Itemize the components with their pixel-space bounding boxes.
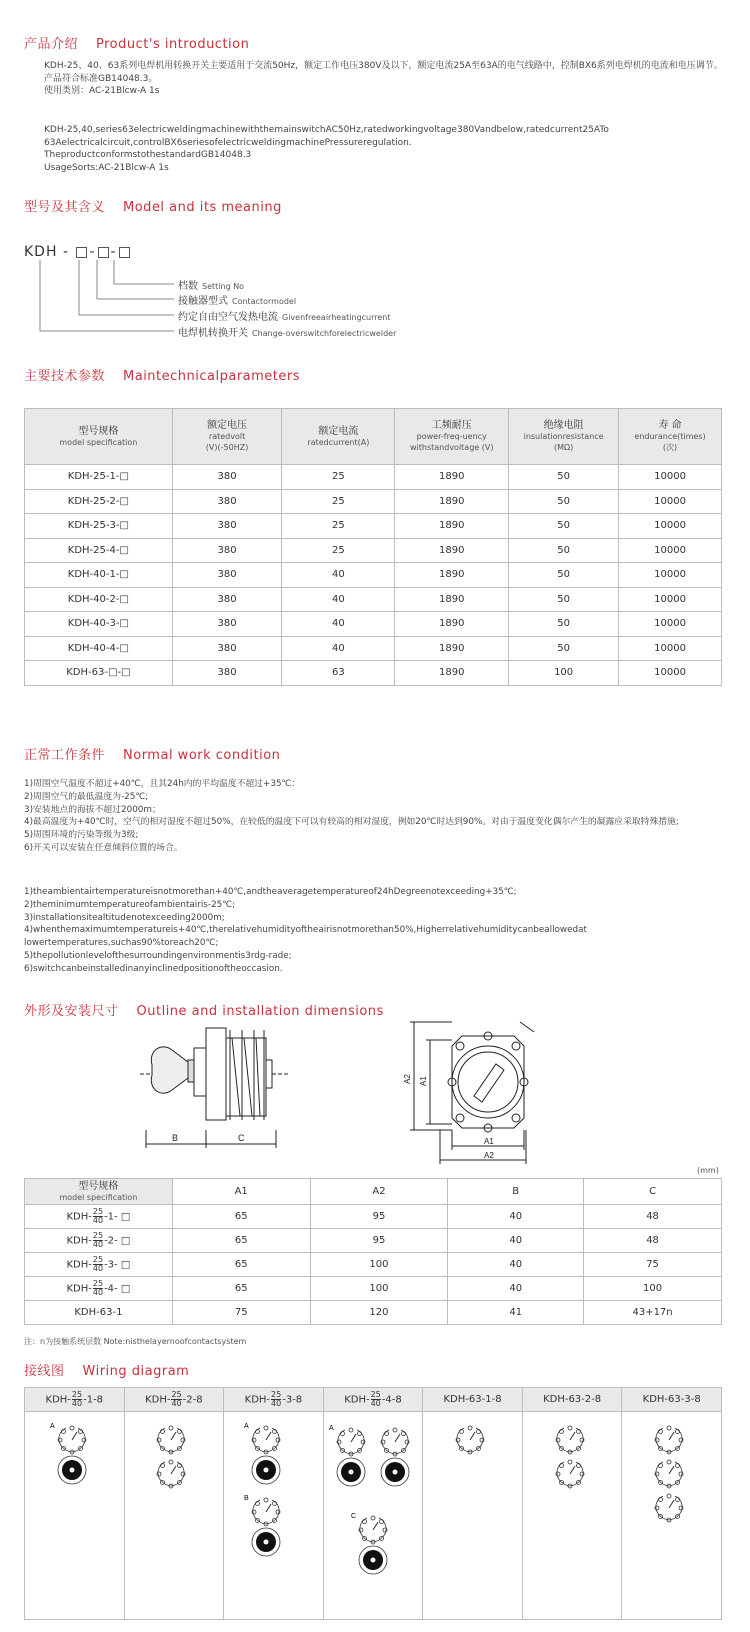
outline-row (25, 1277, 722, 1301)
wiring-diagram-drawing (27, 1412, 122, 1612)
condition-cn-item: 3)安装地点的海拔不超过2000m； (24, 804, 161, 815)
outline-cell: 95 (310, 1229, 448, 1253)
params-cell: 40 (282, 612, 395, 637)
params-header-cell: 额定电流 ratedcurrent(A) (282, 409, 395, 465)
outline-cell: 100 (310, 1253, 448, 1277)
dim-label-a1: A1 (419, 1076, 428, 1086)
params-row (25, 563, 722, 588)
params-row (25, 636, 722, 661)
contact-ring-symbol (157, 1426, 185, 1454)
contact-ring-symbol (655, 1426, 683, 1454)
outline-cell: 65 (172, 1277, 310, 1301)
params-cell: KDH-63-□-□ (25, 661, 173, 686)
params-cell: 1890 (395, 538, 509, 563)
model-leader-lines (0, 0, 750, 360)
outline-header-cell: 型号规格 model specification (25, 1179, 173, 1205)
dim-label-a2-horiz: A2 (484, 1151, 494, 1160)
wiring-diagram-drawing (226, 1412, 321, 1612)
outline-cell: 65 (172, 1253, 310, 1277)
params-cell: 50 (509, 612, 619, 637)
wiring-header-cell (522, 1388, 622, 1412)
params-cell: 10000 (619, 489, 722, 514)
model-label-cn: 电焊机转换开关 (178, 328, 248, 339)
outline-row (25, 1253, 722, 1277)
params-cell: KDH-25-4-□ (25, 538, 173, 563)
params-cell: 10000 (619, 465, 722, 490)
dim-label-c: C (238, 1133, 245, 1143)
wiring-diagram-drawing (325, 1412, 420, 1612)
wiring-model-suffix: -4-8 (381, 1394, 402, 1406)
contact-ring-symbol (351, 1513, 387, 1574)
params-cell: 25 (282, 489, 395, 514)
outline-cell: 65 (172, 1205, 310, 1229)
wiring-header-cell (224, 1388, 324, 1412)
params-header-cell: 绝缘电阻 insulationresistance (MΩ) (509, 409, 619, 465)
params-cell: 25 (282, 514, 395, 539)
outline-cell: 100 (584, 1277, 722, 1301)
intro-en-standard: TheproductconformstothestandardGB14048.3 (44, 150, 252, 160)
params-cell: 50 (509, 587, 619, 612)
model-label-cn: 约定自由空气发热电流 (178, 312, 278, 323)
params-cell: 1890 (395, 612, 509, 637)
dim-label-b: B (172, 1133, 179, 1143)
model-suffix: -2- □ (104, 1235, 131, 1247)
model-suffix: -3- □ (104, 1259, 131, 1271)
outline-cell: 75 (172, 1301, 310, 1325)
ring-letter-label: A (329, 1425, 335, 1432)
wiring-diagram-row (25, 1412, 722, 1620)
wiring-header-cell (124, 1388, 224, 1412)
outline-header-cell: B (448, 1179, 584, 1205)
params-cell: 50 (509, 563, 619, 588)
model-label-current (178, 308, 390, 323)
outline-table (24, 1178, 722, 1325)
outline-row (25, 1229, 722, 1253)
params-header-cell: 寿 命 endurance(times) (次) (619, 409, 722, 465)
contact-ring-symbol (556, 1460, 584, 1488)
dim-label-a1-horiz: A1 (484, 1137, 494, 1146)
params-cell: 380 (172, 465, 282, 490)
contact-ring-symbol (244, 1495, 280, 1556)
model-label-en: Setting No (202, 282, 245, 291)
params-cell: 380 (172, 538, 282, 563)
outline-cell: 41 (448, 1301, 584, 1325)
wiring-diagram-cell (124, 1412, 224, 1620)
outline-cell: 48 (584, 1229, 722, 1253)
model-label-setting-no (178, 277, 244, 292)
params-cell: KDH-25-2-□ (25, 489, 173, 514)
contact-ring-symbol (157, 1460, 185, 1488)
model-fraction (371, 1391, 381, 1408)
outline-section-title (24, 1000, 384, 1019)
condition-en-item: 5)thepollutionlevelofthesurroundingenvironmentis3rdg-rade; (24, 950, 292, 961)
wiring-header-cell (423, 1388, 523, 1412)
model-label-en: Contactormodel (232, 297, 297, 306)
condition-cn-item: 1)周围空气温度不超过+40℃，且其24h内的平均温度不超过+35℃： (24, 779, 301, 789)
wiring-model-prefix: KDH-63-1-8 (443, 1394, 502, 1405)
model-label-en: Change-overswitchforelectricwelder (252, 329, 397, 338)
intro-title-cn: 产品介绍 (24, 37, 79, 52)
params-cell: KDH-40-4-□ (25, 636, 173, 661)
condition-cn-item: 2)周围空气的最低温度为-25℃; (24, 791, 149, 802)
params-cell: 1890 (395, 661, 509, 686)
params-header-cell: 工频耐压 power-freq-uency withstandvoltage (V) (395, 409, 509, 465)
outline-row (25, 1301, 722, 1325)
params-row (25, 661, 722, 686)
wiring-model-prefix: KDH-63-3-8 (642, 1394, 701, 1405)
outline-note: 注：n为接触系统层数 Note:nisthelayernoofcontactsystem (24, 1337, 247, 1346)
model-prefix: KDH- (66, 1211, 92, 1223)
params-cell: 40 (282, 563, 395, 588)
params-cell: 100 (509, 661, 619, 686)
outline-header-row (25, 1179, 722, 1205)
params-cell: 10000 (619, 612, 722, 637)
model-prefix: KDH- (66, 1283, 92, 1295)
contact-ring-symbol (381, 1428, 409, 1486)
wiring-model-prefix: KDH- (244, 1394, 271, 1406)
fraction-bottom: 40 (171, 1399, 182, 1408)
fraction-top: 25 (92, 1207, 104, 1216)
outline-cell: 40 (448, 1277, 584, 1301)
model-fraction (93, 1208, 103, 1225)
outline-cell: 40 (448, 1205, 584, 1229)
model-label-en: Givenfreeairheatingcurrent (282, 313, 391, 322)
wiring-model-prefix: KDH- (344, 1394, 370, 1406)
contact-ring-symbol (50, 1423, 86, 1484)
wiring-diagram-drawing (624, 1412, 719, 1612)
condition-en-item: 1)theambientairtemperatureisnotmorethan+40℃,andtheaveragetemperatureof24hDegreenotexceeding+35℃; (24, 887, 517, 897)
outline-model-cell (25, 1277, 173, 1301)
wiring-header-cell (323, 1388, 423, 1412)
params-row (25, 489, 722, 514)
model-label-cn: 档数 (178, 281, 198, 292)
outline-cell: 40 (448, 1253, 584, 1277)
contact-ring-symbol (556, 1426, 584, 1454)
outline-model-cell (25, 1205, 173, 1229)
params-cell: KDH-40-2-□ (25, 587, 173, 612)
params-cell: KDH-25-3-□ (25, 514, 173, 539)
condition-en-item: 2)theminimumtemperatureofambientairis-25℃; (24, 899, 236, 910)
params-cell: 10000 (619, 563, 722, 588)
fraction-top: 25 (92, 1279, 104, 1288)
fraction-bottom: 40 (92, 1240, 104, 1249)
ring-letter-label: C (351, 1513, 357, 1520)
params-cell: 1890 (395, 465, 509, 490)
outline-row (25, 1205, 722, 1229)
ring-letter-label: A (49, 1423, 55, 1430)
model-prefix: KDH- (66, 1259, 92, 1271)
params-cell: 1890 (395, 563, 509, 588)
model-label-cn: 接触器型式 (178, 296, 228, 307)
condition-en-list (24, 886, 734, 976)
params-cell: 10000 (619, 514, 722, 539)
params-section-title (24, 365, 300, 384)
params-header-cell: 型号规格 model specification (25, 409, 173, 465)
wiring-diagram-drawing (425, 1412, 520, 1612)
fraction-bottom: 40 (271, 1399, 282, 1408)
condition-en-item: 3)installationsitealtitudenotexceeding2000m; (24, 912, 225, 923)
params-table (24, 408, 722, 686)
fraction-top: 25 (271, 1390, 282, 1399)
params-cell: 1890 (395, 587, 509, 612)
wiring-model-suffix: -3-8 (282, 1394, 303, 1406)
wiring-diagram-cell (323, 1412, 423, 1620)
outline-title-cn: 外形及安装尺寸 (24, 1004, 119, 1019)
outline-cell: 48 (584, 1205, 722, 1229)
params-cell: 380 (172, 563, 282, 588)
wiring-header-row (25, 1388, 722, 1412)
params-cell: 380 (172, 489, 282, 514)
params-cell: 10000 (619, 587, 722, 612)
condition-en-item: 6)switchcanbeinstalledinanyinclinedpositionoftheoccasion. (24, 963, 283, 974)
wiring-diagram-cell (224, 1412, 324, 1620)
intro-en-usage: UsageSorts:AC-21Blcw-A 1s (44, 162, 169, 173)
params-cell: 380 (172, 587, 282, 612)
params-cell: 380 (172, 514, 282, 539)
wiring-model-prefix: KDH- (45, 1394, 71, 1406)
params-title-en: Maintechnicalparameters (123, 369, 301, 384)
params-title-cn: 主要技术参数 (24, 369, 106, 384)
params-row (25, 465, 722, 490)
outline-model-cell: KDH-63-1 (25, 1301, 173, 1325)
params-row (25, 587, 722, 612)
params-cell: KDH-40-1-□ (25, 563, 173, 588)
wiring-diagram-cell (622, 1412, 722, 1620)
params-header-row (25, 409, 722, 465)
fraction-bottom: 40 (71, 1399, 83, 1408)
wiring-title-cn: 接线图 (24, 1364, 65, 1379)
model-fraction (171, 1391, 181, 1408)
wiring-diagram-cell (25, 1412, 125, 1620)
outline-cell: 65 (172, 1229, 310, 1253)
intro-en-paragraph: KDH-25,40,series63electricweldingmachinewiththemainswitchAC50Hz,ratedworkingvoltage380Vandbelow,ratedcurrent25ATo 63Aelectricalcircuit,controlBX6seriesofelectricweldingmachinePressureregulation. (44, 125, 609, 148)
params-header-cell: 额定电压 ratedvolt (V)(-50HZ) (172, 409, 282, 465)
params-row (25, 514, 722, 539)
condition-cn-item: 5)周围环境的污染等级为3级; (24, 830, 139, 841)
params-cell: 380 (172, 612, 282, 637)
model-fraction (72, 1391, 82, 1408)
contact-ring-symbol (655, 1460, 683, 1488)
params-row (25, 612, 722, 637)
fraction-bottom: 40 (92, 1216, 104, 1225)
model-fraction (271, 1391, 281, 1408)
model-label-switch (178, 324, 396, 339)
model-label-contactor (178, 292, 296, 307)
params-cell: 50 (509, 489, 619, 514)
fraction-top: 25 (92, 1231, 104, 1240)
params-cell: 50 (509, 538, 619, 563)
fraction-bottom: 40 (92, 1288, 104, 1297)
outline-cell: 75 (584, 1253, 722, 1277)
params-cell: 50 (509, 465, 619, 490)
wiring-header-cell (25, 1388, 125, 1412)
wiring-diagram-drawing (126, 1412, 221, 1612)
outline-unit-label: (mm) (697, 1166, 719, 1175)
model-prefix: KDH- (66, 1235, 92, 1247)
params-cell: 40 (282, 587, 395, 612)
params-cell: KDH-40-3-□ (25, 612, 173, 637)
ring-letter-label: B (243, 1495, 249, 1502)
condition-cn-item: 4)最高温度为+40℃时，空气的相对湿度不超过50%，在较低的温度下可以有较高的相对湿度，例如20℃时达到90%。对由于温度变化偶尔产生的凝露应采取特殊措施; (24, 817, 679, 828)
condition-section-title (24, 744, 280, 763)
params-cell: 40 (282, 636, 395, 661)
condition-title-cn: 正常工作条件 (24, 748, 106, 763)
outline-cell: 95 (310, 1205, 448, 1229)
condition-cn-list (24, 778, 734, 855)
params-cell: 25 (282, 538, 395, 563)
outline-header-cell: C (584, 1179, 722, 1205)
intro-cn-standard: 产品符合标准GB14048.3。 (44, 73, 158, 84)
params-cell: 1890 (395, 636, 509, 661)
params-cell: 63 (282, 661, 395, 686)
condition-en-item: 4)whenthemaximumtemperatureis+40℃,therelativehumidityoftheairisnotmorethan50%,Higherrelativehumiditycanbeallowedat lowertemperatures,suchas90%toreach20℃; (24, 925, 587, 949)
outline-cell: 40 (448, 1229, 584, 1253)
fraction-bottom: 40 (92, 1264, 104, 1273)
model-suffix: -1- □ (104, 1211, 131, 1223)
outline-header-cell: A2 (310, 1179, 448, 1205)
wiring-model-prefix: KDH- (145, 1394, 171, 1406)
model-code: KDH - - - (24, 244, 132, 260)
params-cell: 380 (172, 661, 282, 686)
params-cell: KDH-25-1-□ (25, 465, 173, 490)
params-cell: 50 (509, 514, 619, 539)
intro-title-en: Product's introduction (96, 37, 250, 52)
contact-ring-symbol (456, 1426, 484, 1454)
condition-cn-item: 6)开关可以安装在任意倾斜位置的场合。 (24, 842, 183, 853)
outline-front-view-drawing (400, 1018, 550, 1168)
fraction-bottom: 40 (370, 1399, 381, 1408)
outline-cell: 43+17n (584, 1301, 722, 1325)
wiring-table (24, 1387, 722, 1620)
params-row (25, 538, 722, 563)
fraction-top: 25 (171, 1390, 182, 1399)
outline-cell: 100 (310, 1277, 448, 1301)
intro-cn-usage: 使用类别：AC-21Blcw-A 1s (44, 86, 160, 96)
wiring-model-prefix: KDH-63-2-8 (543, 1394, 602, 1405)
params-cell: 1890 (395, 514, 509, 539)
contact-ring-symbol (244, 1423, 280, 1484)
intro-cn-paragraph: KDH-25、40、63系列电焊机用转换开关主要适用于交流50Hz，额定工作电压380V及以下，额定电流25A至63A的电气线路中，控制BX6系列电焊机的电流和电压调节。 (44, 61, 723, 71)
ring-letter-label: A (243, 1423, 249, 1430)
params-cell: 10000 (619, 538, 722, 563)
contact-ring-symbol (329, 1425, 365, 1486)
params-cell: 50 (509, 636, 619, 661)
outline-side-view-drawing (140, 1020, 310, 1165)
outline-cell: 120 (310, 1301, 448, 1325)
fraction-top: 25 (92, 1255, 104, 1264)
model-fraction (93, 1256, 103, 1273)
params-cell: 380 (172, 636, 282, 661)
wiring-model-suffix: -2-8 (182, 1394, 203, 1406)
params-cell: 25 (282, 465, 395, 490)
outline-model-cell (25, 1229, 173, 1253)
wiring-section-title (24, 1360, 189, 1379)
outline-body (25, 1205, 722, 1325)
condition-title-en: Normal work condition (123, 748, 281, 763)
model-title-en: Model and its meaning (123, 200, 282, 215)
params-cell: 10000 (619, 661, 722, 686)
model-fraction (93, 1232, 103, 1249)
model-title-cn: 型号及其含义 (24, 200, 106, 215)
model-fraction (93, 1280, 103, 1297)
contact-ring-symbol (655, 1494, 683, 1522)
outline-title-en: Outline and installation dimensions (136, 1004, 384, 1019)
wiring-header-cell (622, 1388, 722, 1412)
model-suffix: -4- □ (104, 1283, 131, 1295)
wiring-model-suffix: -1-8 (83, 1394, 104, 1406)
wiring-title-en: Wiring diagram (82, 1364, 190, 1379)
fraction-top: 25 (370, 1390, 381, 1399)
params-cell: 1890 (395, 489, 509, 514)
outline-model-cell (25, 1253, 173, 1277)
wiring-diagram-cell (522, 1412, 622, 1620)
params-body (25, 465, 722, 686)
fraction-top: 25 (71, 1390, 83, 1399)
params-cell: 10000 (619, 636, 722, 661)
wiring-diagram-drawing (525, 1412, 620, 1612)
dim-label-a2: A2 (403, 1074, 412, 1084)
outline-header-cell: A1 (172, 1179, 310, 1205)
model-code-prefix: KDH (24, 244, 58, 260)
wiring-diagram-cell (423, 1412, 523, 1620)
